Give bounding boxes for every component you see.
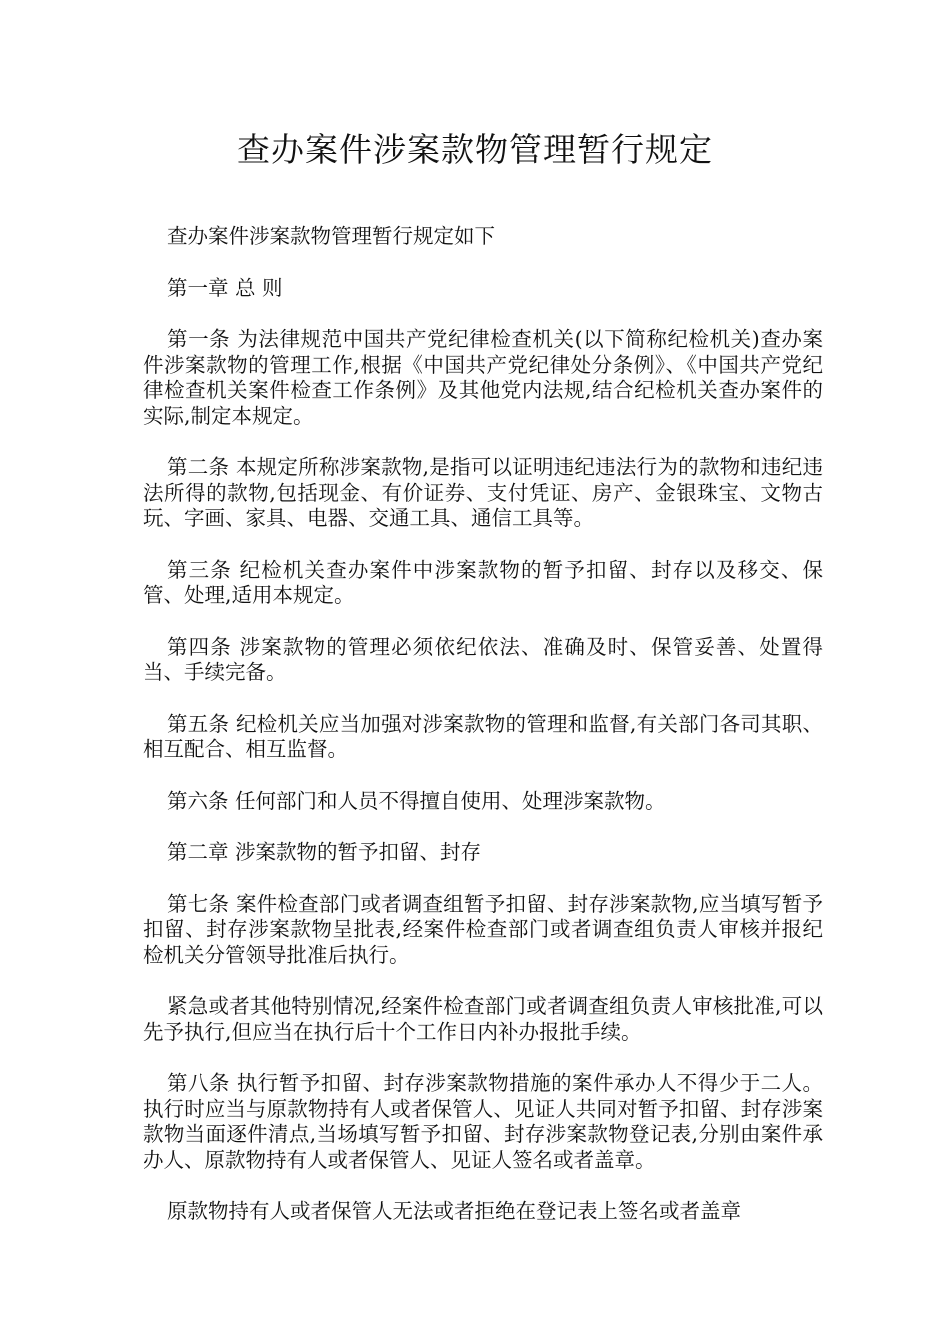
chapter-heading-2: 第二章 涉案款物的暂予扣留、封存 — [167, 840, 482, 864]
article-4: 第四条 涉案款物的管理必须依纪依法、准确及时、保管妥善、处置得当、手续完备。 — [143, 634, 823, 684]
intro-paragraph: 查办案件涉案款物管理暂行规定如下 — [167, 224, 495, 248]
article-2: 第二条 本规定所称涉案款物,是指可以证明违纪违法行为的款物和违纪违法所得的款物,包括现金、有价证券、支付凭证、房产、金银珠宝、文物古玩、字画、家具、电器、交通工具、通信工具等。 — [143, 455, 823, 530]
article-8-supplement: 原款物持有人或者保管人无法或者拒绝在登记表上签名或者盖章 — [167, 1199, 741, 1223]
document-body — [143, 224, 823, 1251]
document-title: 查办案件涉案款物管理暂行规定 — [237, 130, 713, 169]
article-7: 第七条 案件检查部门或者调查组暂予扣留、封存涉案款物,应当填写暂予扣留、封存涉案款物呈批表,经案件检查部门或者调查组负责人审核并报纪检机关分管领导批准后执行。 — [143, 891, 823, 967]
article-1: 第一条 为法律规范中国共产党纪律检查机关(以下简称纪检机关)查办案件涉案款物的管理工作,根据《中国共产党纪律处分条例》、《中国共产党纪律检查机关案件检查工作条例》及其他党内法规,结合纪检机关查办案件的实际,制定本规定。 — [143, 327, 823, 428]
article-8: 第八条 执行暂予扣留、封存涉案款物措施的案件承办人不得少于二人。执行时应当与原款物持有人或者保管人、见证人共同对暂予扣留、封存涉案款物当面逐件清点,当场填写暂予扣留、封存涉案款物登记表,分别由案件承办人、原款物持有人或者保管人、见证人签名或者盖章。 — [143, 1071, 823, 1172]
chapter-heading-1: 第一章 总 则 — [167, 275, 283, 300]
article-3: 第三条 纪检机关查办案件中涉案款物的暂予扣留、封存以及移交、保管、处理,适用本规定。 — [143, 557, 823, 607]
article-7-supplement: 紧急或者其他特别情况,经案件检查部门或者调查组负责人审核批准,可以先予执行,但应当在执行后十个工作日内补办报批手续。 — [143, 994, 823, 1044]
article-5: 第五条 纪检机关应当加强对涉案款物的管理和监督,有关部门各司其职、相互配合、相互监督。 — [143, 711, 823, 761]
article-6: 第六条 任何部门和人员不得擅自使用、处理涉案款物。 — [167, 788, 666, 813]
